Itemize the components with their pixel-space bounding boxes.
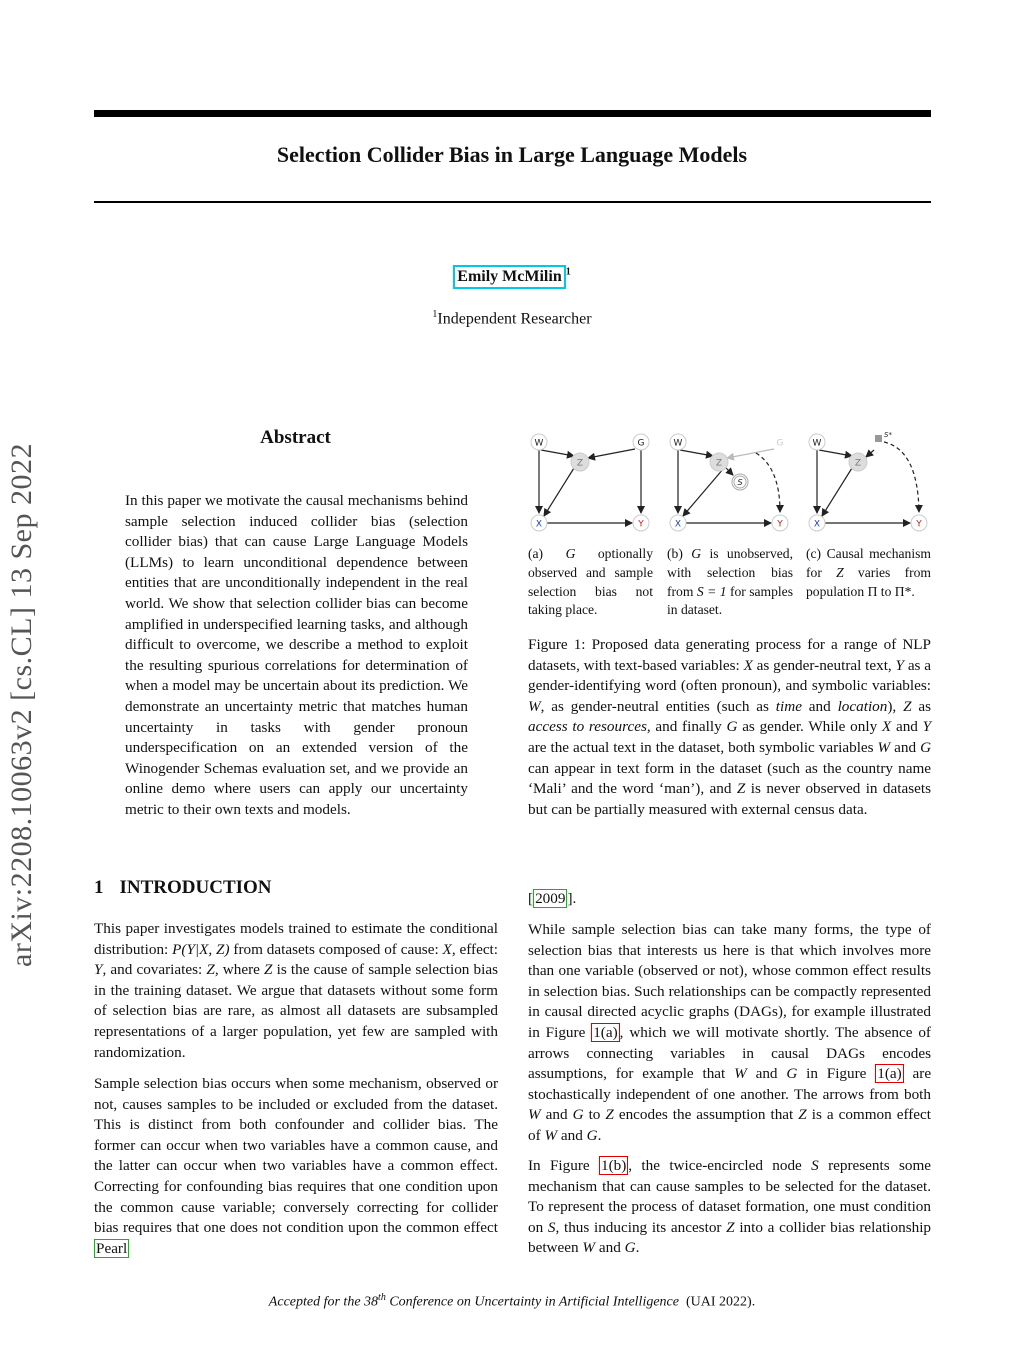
intro-paragraph-4: In Figure 1(b) , the twice-encircled node S represents some mechanism that can cause samples to be selected for the dataset. To represent the process of dataset formation, one must condition on S, thus inducing its ancestor Z into a collider bias relationship between W and G. [528, 1157, 932, 1257]
edge-w-z-c [819, 450, 852, 456]
page-footer: Accepted for the 38th Conference on Uncertainty in Artificial Intelligence (UAI 2022). [268, 1292, 756, 1310]
edge-dashed-b [756, 453, 780, 512]
affiliation-sup: 1 [432, 309, 438, 320]
abstract-heading: Abstract [260, 427, 331, 448]
title-rule [94, 201, 931, 203]
intro-paragraph-1: This paper investigates models trained to estimate the conditional distribution: P(Y|X, Z) from datasets composed of cause: X, effect: Y, and covariates: Z, where Z is the cause of sample selection bias in the training dataset. We argue that datasets without some form of selection bias are rare, as almost all datasets are subsampled representations of a larger population, yet few are sampled with randomization. [94, 920, 498, 1061]
section-title: INTRODUCTION [119, 877, 272, 898]
diagram-c [809, 431, 927, 531]
svg-text:W: W [812, 438, 822, 449]
citation-pearl-link[interactable]: Pearl [96, 1239, 128, 1257]
figure-ref-1a-link[interactable]: 1(a) [593, 1023, 618, 1041]
section-heading-introduction [94, 877, 272, 899]
arxiv-stamp: arXiv:2208.10063v2 [cs.CL] 13 Sep 2022 [5, 443, 38, 967]
paper-title: Selection Collider Bias in Large Language Models [276, 142, 748, 167]
affiliation-text: Independent Researcher [437, 310, 592, 328]
figure-1-caption: Figure 1: Proposed data generating process for a range of NLP datasets, with text-based variables: X as gender-neutral text, Y as a gender-identifying word (often pronoun), and symbolic variables: W, as gender-neutral entities (such as time and location), Z as access to resources, and finally G as gender. While only X and Y are the actual text in the dataset, both symbolic variables W and G can appear in text form in the dataset (such as the country name ‘Mali’ and the word ‘man’), and Z is never observed in datasets but can be partially measured with external census data. [528, 636, 932, 818]
svg-text:S*: S* [884, 431, 892, 439]
edge-z-s-b [726, 468, 733, 475]
author-block [0, 265, 1024, 289]
abstract-text: In this paper we motivate the causal mechanisms behind sample selection induced collider bias (selection collider bias) that can cause Large Language Models (LLMs) to learn unconditional dependence between entities that are unconditionally independent in the real world. We show that selection collider bias can become amplified in underspecified learning tasks, and although difficult to overcome, we describe a method to exploit the resulting spurious correlations for determination of when a model may be uncertain about its prediction. We demonstrate an uncertainty metric that matches human uncertainty in tasks with gender pronoun underspecification on an extended version of the Winogender Schemas evaluation set, and we provide an online demo where users can apply our uncertainty metric to their own texts and models. [125, 492, 468, 818]
svg-text:X: X [674, 519, 682, 530]
figure-ref-1a-link-2[interactable]: 1(a) [877, 1065, 902, 1083]
edge-w-z-b [680, 450, 713, 456]
svg-text:Z: Z [576, 458, 584, 469]
svg-text:Y: Y [916, 519, 922, 530]
author-link[interactable]: Emily McMilin [453, 265, 565, 289]
edge-sstar-z-c [866, 450, 874, 457]
edge-w-z-a [541, 450, 574, 456]
subcaption-a: (a) G optionally observed and sample selection bias not taking place. [528, 546, 653, 618]
svg-text:Z: Z [854, 458, 862, 469]
svg-text:W: W [534, 438, 544, 449]
section-number: 1 [94, 877, 104, 898]
intro-citation-continued: [ 2009 ]. [528, 890, 577, 907]
author-sup: 1 [565, 266, 571, 278]
citation-year-link[interactable]: 2009 [535, 890, 566, 907]
intro-paragraph-3: While sample selection bias can take many forms, the type of selection bias that interests us here is that which involves more than one variable (observed or not), whose common effect results in selection bias. Such relationships can be compactly represented in causal directed acyclic graphs (DAGs), for example illustrated in Figure 1(a) , which we will motivate shortly. The absence of arrows connecting variables in causal DAGs encodes assumptions, for example that W and G in Figure 1(a) are stochastically independent of one another. The arrows from both W and G to Z encodes the assumption that Z is a common effect of W and G. [528, 921, 932, 1144]
top-rule [94, 110, 931, 117]
svg-text:Y: Y [638, 519, 644, 530]
svg-text:Z: Z [715, 458, 723, 469]
subcaption-c: (c) Causal mechanism for Z varies from population Π to Π*. [806, 546, 931, 599]
edge-dashed-c [884, 442, 919, 512]
edge-z-x-a [544, 468, 574, 516]
svg-text:Y: Y [777, 519, 783, 530]
edge-g-z-a [588, 449, 635, 458]
svg-text:S: S [737, 478, 743, 487]
figure-ref-1b-link[interactable]: 1(b) [600, 1157, 627, 1174]
svg-text:X: X [535, 519, 543, 530]
edge-g-z-b [727, 449, 774, 458]
svg-text:G: G [776, 438, 784, 449]
subcaption-b: (b) G is unobserved, with selection bias from S = 1 for samples in dataset. [667, 546, 794, 618]
node-sstar-c [875, 435, 882, 442]
diagram-a [531, 434, 649, 531]
svg-text:W: W [673, 438, 683, 449]
edge-z-x-b [683, 468, 724, 516]
svg-text:X: X [813, 519, 821, 530]
intro-paragraph-2: Sample selection bias occurs when some mechanism, observed or not, causes samples to be included or excluded from the dataset. This is distinct from both confounder and collider bias. The former can occur when two variables have a common cause, and the latter can occur when two variables have a common effect. Correcting for confounding bias requires that one condition upon the common cause variable; conversely correcting for collider bias requires that one does not condition upon the common effect Pearl [94, 1075, 498, 1257]
svg-text:G: G [637, 438, 645, 449]
figure-1-diagrams [526, 428, 936, 540]
affiliation [0, 309, 1024, 328]
diagram-b [670, 434, 788, 531]
edge-z-x-c [822, 468, 852, 516]
